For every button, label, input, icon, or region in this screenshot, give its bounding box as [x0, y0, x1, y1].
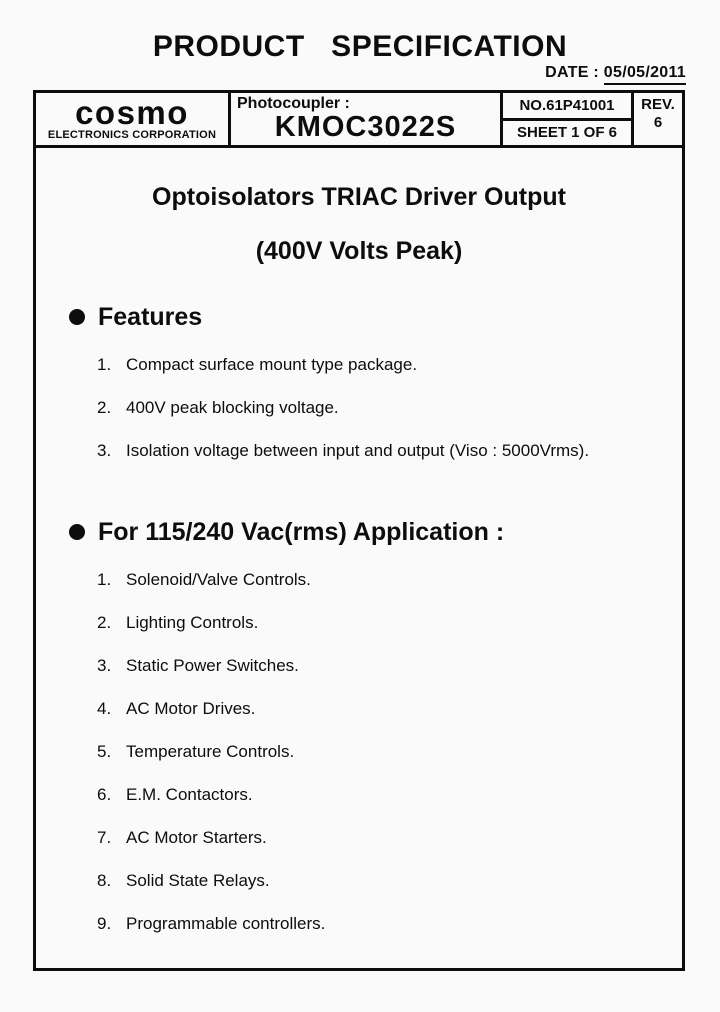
list-text: Lighting Controls.	[126, 613, 259, 632]
list-text: AC Motor Drives.	[126, 699, 256, 718]
photocoupler-label: Photocoupler :	[237, 95, 350, 112]
application-item	[36, 570, 682, 590]
page-title: PRODUCT SPECIFICATION	[152, 30, 568, 63]
doc-number-cell	[503, 93, 634, 145]
rev-value: 6	[653, 114, 663, 131]
date-value: 05/05/2011	[604, 64, 686, 85]
rev-label: REV.	[641, 96, 675, 113]
application-item	[36, 656, 682, 676]
section-heading-label: For 115/240 Vac(rms) Application :	[98, 518, 505, 546]
bullet-icon	[69, 309, 85, 325]
bullet-icon	[69, 524, 85, 540]
list-text: Compact surface mount type package.	[126, 355, 418, 374]
application-item	[36, 828, 682, 848]
section-heading-label: Features	[98, 303, 203, 331]
list-number: 2.	[97, 613, 112, 632]
feature-item	[36, 355, 682, 375]
list-text: Temperature Controls.	[126, 742, 295, 761]
date-label: DATE :	[545, 64, 604, 81]
application-item	[36, 871, 682, 891]
product-cell	[231, 93, 503, 145]
list-text: 400V peak blocking voltage.	[126, 398, 339, 417]
list-number: 2.	[97, 398, 112, 417]
application-item	[36, 785, 682, 805]
title-block-table	[36, 93, 682, 148]
list-number: 8.	[97, 871, 112, 890]
list-number: 1.	[97, 355, 112, 374]
list-number: 3.	[97, 656, 112, 675]
list-number: 1.	[97, 570, 112, 589]
list-number: 3.	[97, 441, 112, 460]
application-item	[36, 613, 682, 633]
product-name: KMOC3022S	[274, 111, 457, 143]
document-title: Optoisolators TRIAC Driver Output	[152, 183, 566, 211]
feature-item	[36, 398, 682, 418]
list-text: Solenoid/Valve Controls.	[126, 570, 311, 589]
company-tagline: ELECTRONICS CORPORATION	[47, 128, 217, 141]
list-text: Isolation voltage between input and output (Viso : 5000Vrms).	[126, 441, 590, 460]
company-logo-cell	[36, 93, 231, 145]
application-item	[36, 742, 682, 762]
list-text: Solid State Relays.	[126, 871, 270, 890]
application-item	[36, 914, 682, 934]
document-frame	[33, 90, 685, 971]
document-subtitle: (400V Volts Peak)	[255, 237, 463, 265]
list-text: E.M. Contactors.	[126, 785, 253, 804]
list-number: 5.	[97, 742, 112, 761]
application-heading	[36, 517, 682, 547]
doc-number: NO.61P41001	[503, 93, 631, 121]
list-text: Programmable controllers.	[126, 914, 326, 933]
revision-cell	[634, 93, 682, 145]
features-heading	[36, 302, 682, 332]
document-body	[36, 148, 682, 934]
feature-item	[36, 441, 682, 461]
list-text: AC Motor Starters.	[126, 828, 267, 847]
date-line	[545, 64, 686, 85]
list-number: 6.	[97, 785, 112, 804]
sheet-number: SHEET 1 OF 6	[516, 124, 618, 142]
list-text: Static Power Switches.	[126, 656, 299, 675]
list-number: 7.	[97, 828, 112, 847]
list-number: 9.	[97, 914, 112, 933]
list-number: 4.	[97, 699, 112, 718]
application-item	[36, 699, 682, 719]
company-name: cosmo	[75, 93, 189, 131]
